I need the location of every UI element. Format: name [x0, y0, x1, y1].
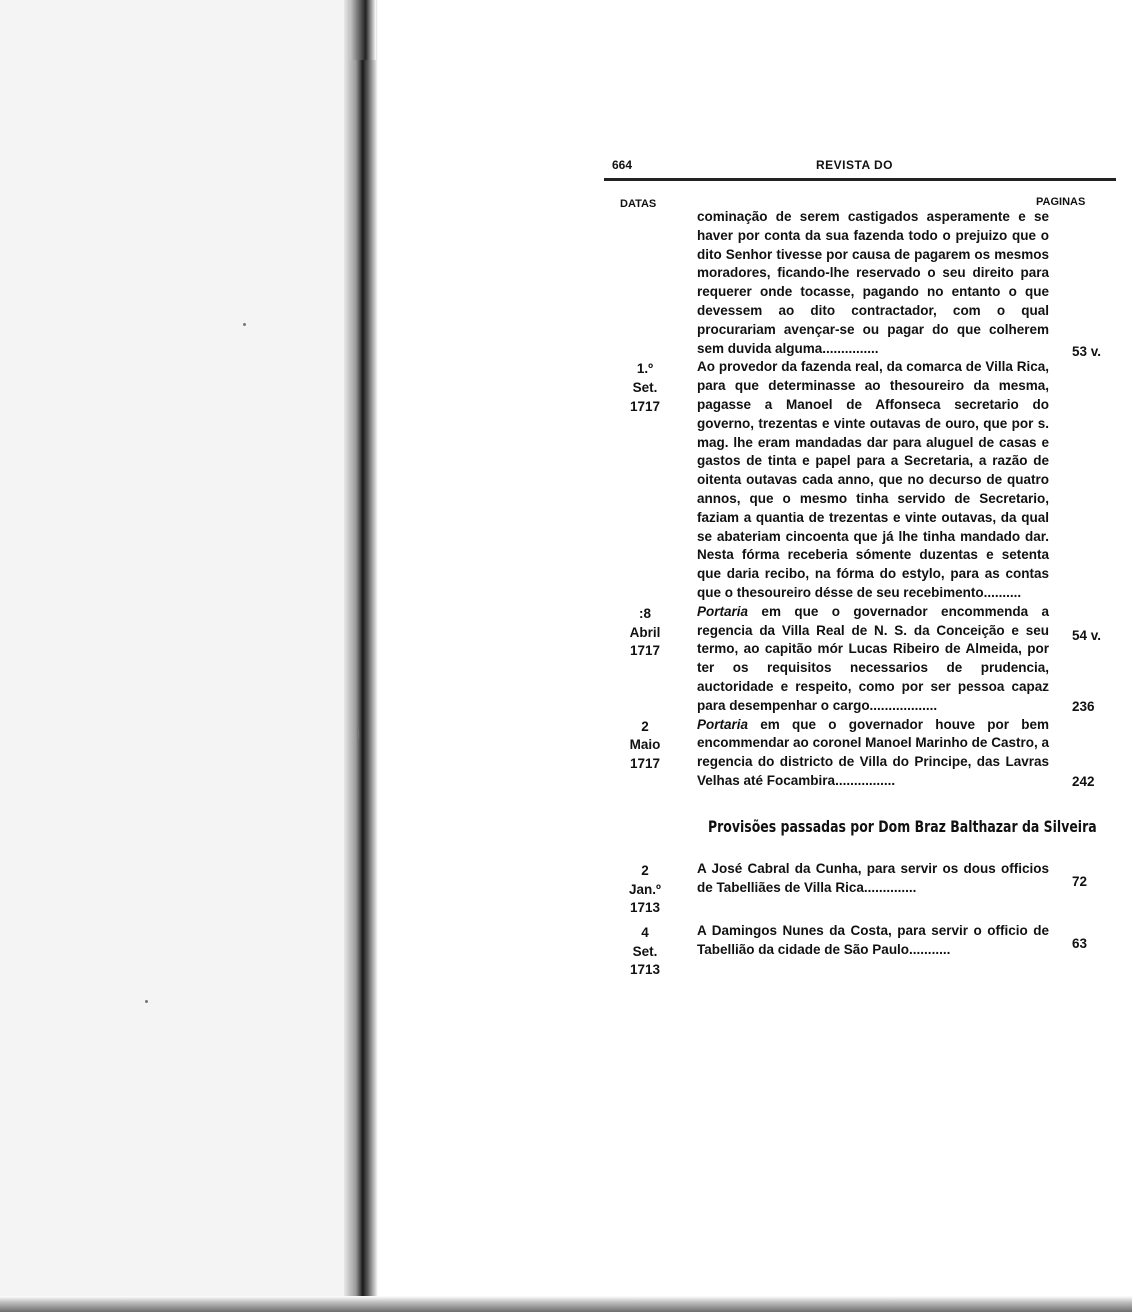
- provisions-list: [604, 860, 1122, 978]
- entry-lead: Portaria: [697, 716, 749, 732]
- date-month: Maio: [629, 737, 661, 753]
- date-year: 1717: [629, 398, 661, 414]
- book-gutter: [344, 0, 378, 1312]
- date-day: 2: [641, 862, 649, 878]
- entry-date: [612, 718, 678, 774]
- book-gutter-top: [350, 0, 376, 60]
- date-year: 1713: [629, 900, 661, 916]
- entry-body: cominação de serem castigados asperamente e se haver por conta da sua fazenda todo o prejuizo que o dito Senhor tivesse por causa de pagarem os mesmos moradores, ficando-lhe reservado o seu direito para requerer onde tocasse, pagando no entanto o que devessem ao dito contractador, com o qual procurariam avençar-se ou pagar do que colherem sem duvida alguma...............: [697, 209, 1049, 356]
- date-day: 1.º: [636, 361, 654, 377]
- running-head: [604, 148, 1122, 174]
- entry-lead: Portaria: [697, 603, 749, 619]
- scan-speck: [243, 323, 246, 326]
- entry-body: A Damingos Nunes da Costa, para servir o officio de Tabellião da cidade de São Paulo...........: [697, 922, 1049, 957]
- entry-date: [612, 862, 678, 918]
- entry-text: [697, 922, 1049, 960]
- page-reference: 54 v.: [1072, 628, 1102, 644]
- entry-text: [697, 358, 1049, 602]
- page-reference: 72: [1072, 873, 1088, 889]
- entry-body: em que o governador houve por bem encommendar ao coronel Manoel Marinho de Castro, a regencia do districto de Villa do Principe, das Lavras Velhas até Focambira................: [697, 716, 1049, 788]
- date-month: Set.: [632, 943, 658, 959]
- date-day: :8: [638, 605, 651, 621]
- journal-title: REVISTA DO: [816, 158, 894, 172]
- entry-text: [697, 208, 1049, 358]
- entry-text: [697, 716, 1049, 791]
- date-day: 4: [641, 924, 649, 940]
- dates-heading: DATAS: [620, 198, 657, 210]
- scan-speck: [145, 1000, 148, 1003]
- entry-date: [612, 360, 678, 416]
- provision-entry: [604, 860, 1122, 922]
- scan-speck: [357, 730, 359, 738]
- provision-entry: [604, 922, 1122, 978]
- header-rule: [604, 178, 1116, 181]
- document-page: [604, 148, 1122, 978]
- date-month: Jan.º: [629, 881, 661, 897]
- entry-text: [697, 603, 1049, 716]
- date-year: 1717: [629, 643, 661, 659]
- entry-body: Ao provedor da fazenda real, da comarca de Villa Rica, para que determinasse ao thesoureiro da mesma, pagasse a Manoel de Affonseca secretario do governo, trezentas e vinte outavas de ouro, que por s. mag. lhe eram mandadas dar para aluguel de casas e gastos de tinta e papel para a Secretaria, a razão de oitenta outavas cada anno, que no decurso de quatro annos, que o mesmo tinha servido de Secretario, faziam a quantia de trezentas e vinte outavas, da qual se abateriam cincoenta que já lhe tinha mandado dar. Nesta fórma receberia sómente duzentas e setenta que daria recibo, na fórma do estylo, para as contas que o thesoureiro désse de seu recebimento..........: [697, 359, 1049, 600]
- entry-text: [697, 860, 1049, 898]
- entries-list: [604, 208, 1122, 791]
- page-reference: 63: [1072, 935, 1088, 951]
- page-reference: 53 v.: [1072, 344, 1102, 359]
- page-reference: 236: [1072, 698, 1095, 714]
- section-title: Provisões passadas por Dom Braz Balthazar da Silveira: [708, 816, 1097, 836]
- entry: [604, 716, 1122, 791]
- entry: [604, 208, 1122, 358]
- page-number: 664: [612, 158, 633, 172]
- entry: [604, 603, 1122, 716]
- entry-date: [612, 924, 678, 980]
- date-month: Set.: [632, 380, 658, 396]
- date-month: Abril: [629, 624, 661, 640]
- date-year: 1717: [629, 756, 661, 772]
- date-year: 1713: [629, 962, 661, 978]
- page-reference: 242: [1072, 773, 1095, 789]
- entry-body: em que o governador encommenda a regencia da Villa Real de N. S. da Conceição e seu termo, ao capitão mór Lucas Ribeiro de Almeida, por ter os requisitos necessarios de prudencia, auctoridade e respeito, como por ser pessoa capaz para desempenhar o cargo..................: [697, 603, 1049, 713]
- page-bottom-edge: [0, 1296, 1132, 1312]
- facing-page-edge: [0, 0, 368, 1312]
- entry-body: A José Cabral da Cunha, para servir os dous officios de Tabelliães de Villa Rica..............: [697, 860, 1049, 895]
- pages-heading: PAGINAS: [1036, 196, 1086, 208]
- date-day: 2: [641, 718, 649, 734]
- entry-date: [612, 605, 678, 661]
